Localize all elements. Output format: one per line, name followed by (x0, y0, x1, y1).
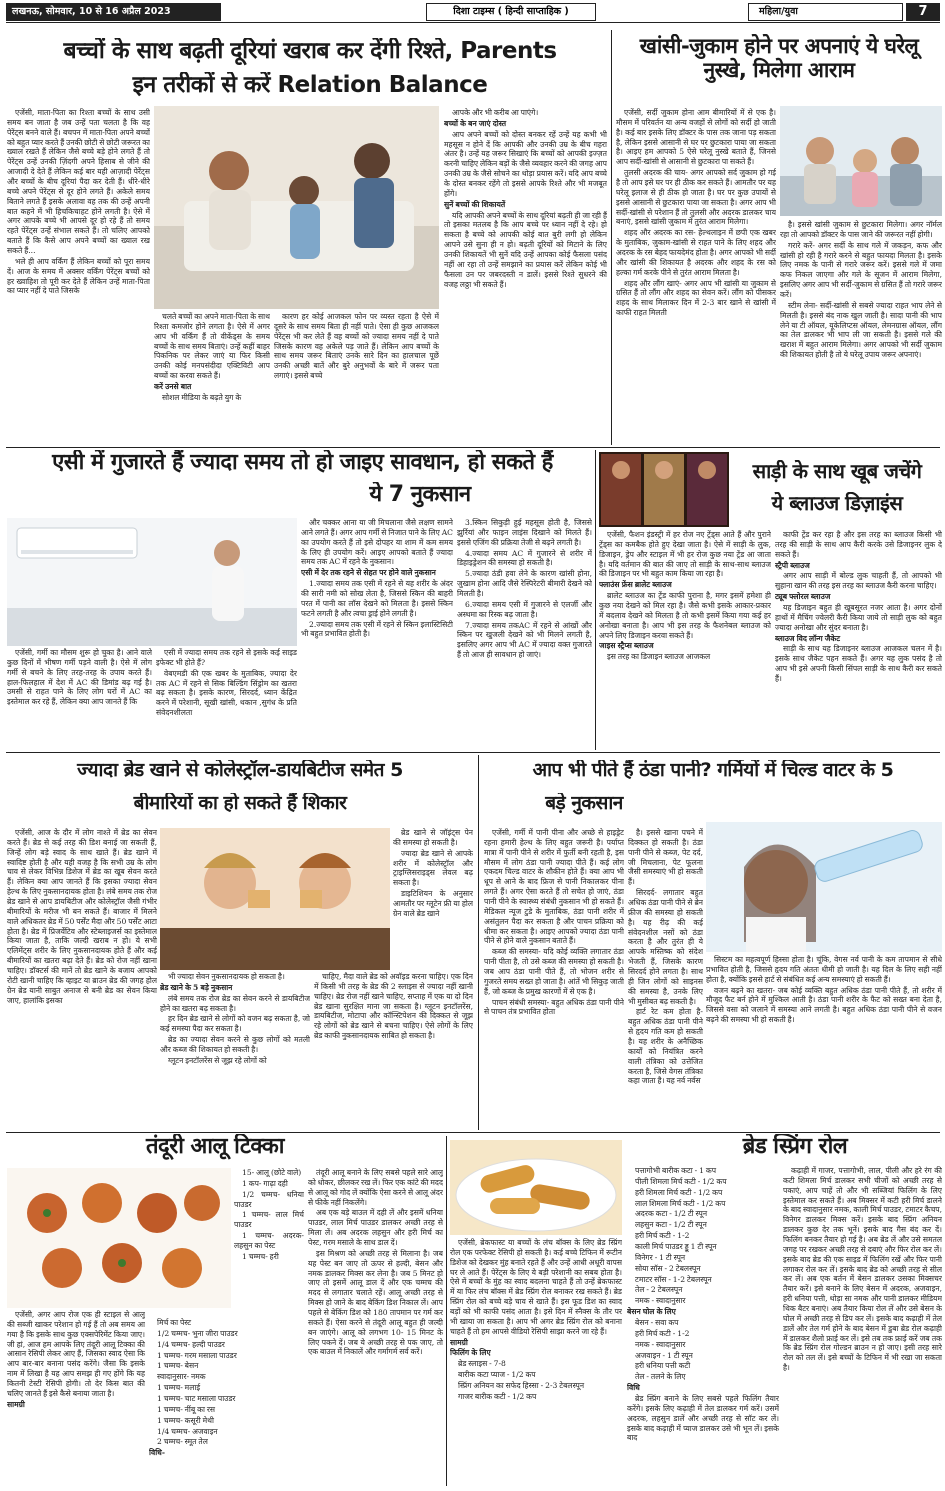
a3-col2: एसी में ज्यादा समय तक रहने से इसके कई साइड इफेक्ट भी होते हैं? वेबएमडी की एक खबर के मुताबिक, ज्यादा देर तक AC में रहने से सिक बिल्डिंग सिंड्रोम का खतरा बढ़ सकता है। इसके कारण, सिरदर्द, ध्यान केंद्रित करने में परेशानी, सूखी खांसी, थकान ,सुगंध के प्रति संवेदनशीलता (156, 648, 297, 718)
sick-family-photo (780, 106, 942, 216)
a6-headline-line2: बड़े नुकसान (545, 793, 623, 814)
a5-headline-line1: ज्यादा ब्रेड खाने से कोलेस्ट्रॉल-डायबिटीज समेत 5 (77, 760, 403, 781)
a8-headline: ब्रेड स्प्रिंग रोल (742, 1134, 848, 1159)
a7-ingredients-1: 15- आलू (छोटे वाले) 1 कप- गाढ़ा दही 1/2 चम्मच- धनिया पाउडर 1 चम्मच- लाल मिर्च पाउडर 1 चम्मच- अदरक-लहसुन का पेस्ट 1 चम्मच- हरी (234, 1168, 304, 1261)
water-drinking-photo (706, 822, 942, 952)
section-rule-2 (6, 752, 940, 753)
column-divider-1 (611, 30, 612, 445)
a5-col2: भी ज्यादा सेवन नुकसानदायक हो सकता है। ब्रेड खाने के 5 बड़े नुकसान लंबे समय तक रोज ब्रेड का सेवन करने से डायबिटीज होने का खतरा बढ़ सकता है। हर दिन ब्रेड खाने से लोगों को वजन बढ़ सकता है, जो कई समस्या पैदा कर सकता है। ब्रेड का ज्यादा सेवन करने से कुछ लोगों को मतली और कब्ज की शिकायत हो सकती है। ग्लूटन इनटॉलरेंस से जूझ रहे लोगों को (160, 972, 310, 1065)
a7-ingredients-2: मिर्च का पेस्ट 1/2 चम्मच- भुना जीरा पाउडर 1/4 चम्मच- हल्दी पाउडर 1 चम्मच- गरम मसाला पाउडर 1 चम्मच- बेसन स्वादानुसार- नमक 1 चम्मच- मलाई 1 चम्मच- चाट मसाला पाउडर 1 चम्मच- नींबू का रस 1 चम्मच- कसूरी मेथी 1/4 चम्मच- अजवाइन 2 चम्मच- स्मूत तेल विधि- (149, 1318, 238, 1458)
a5-col3b: चाहिए, मैदा वाले ब्रेड को अवॉइड करना चाहिए। एक दिन में किसी भी तरह के ब्रेड की 2 स्लाइस से ज्यादा नहीं खानी चाहिए। ब्रेड रोज नहीं खाने चाहिए, सप्ताह में एक या दो दिन ब्रेड खाना सुरक्षित माना जा सकता है। ग्लूटन इनटॉलरेंस, डायबिटीज, मोटापा और कॉन्स्टिपेशन की दिक्कत से जूझ रहे लोगों को ब्रेड खाने से बचना चाहिए। ऐसे लोगों के लिए ब्रेड काफी नुकसानदायक साबित हो सकता है। (314, 972, 473, 1041)
section-rule-3 (6, 1132, 940, 1133)
saree-photo (599, 452, 729, 527)
bread-kids-photo (160, 828, 390, 970)
a1-headline-line1: बच्चों के साथ बढ़ती दूरियां खराब कर देंगी रिश्ते, Parents (63, 38, 557, 64)
a5-headline-line2: बीमारियों का हो सकते हैं शिकार (133, 793, 347, 814)
a6-col1: एजेंसी, गर्मी में पानी पीना और अच्छे से हाइड्रेट रहना हमारी हेल्थ के लिए बहुत जरूरी है। पर्याप्त मात्रा में पानी पीने से शरीर में फुर्ती बनी रहती है, इस मौसम में लोग ठंडा पानी ज्यादा पीते हैं। कई लोग एकदम चिल्ड वाटर के शौकीन होते हैं। क्या आप भी धूप से आने के बाद फ्रिज से पानी निकालकर पीना लगते हैं। अगर ऐसा करते हैं तो सचेत हो जाएं, ठंडा पानी पीने के स्वास्थ्य संबंधी नुकसान भी हो सकते हैं। मेडिकल न्यूज टुडे के मुताबिक, ठंडा पानी शरीर में असंतुलन पैदा कर सकता है और पाचन प्रक्रिया को धीमा कर सकता है। आइए आपको ज्यादा ठंडा पानी पीने से होने वाले नुकसान बताते हैं। कब्ज की समस्या- यदि कोई व्यक्ति लगातार ठंडा पानी पीता है, तो उसे कब्ज की समस्या हो सकती है। जब आप ठंडा पानी पीते हैं, तो भोजन शरीर से गुजरते समय सख्त हो जाता है। आंतें भी सिकुड़ जाती हैं, जो कब्ज के प्रमुख कारणों में से एक है। पाचन संबंधी समस्या- बहुत अधिक ठंडा पानी पीने से पाचन तंत्र प्रभावित होता (484, 828, 624, 1017)
column-divider-2 (595, 450, 596, 750)
a4-headline-line2: ये ब्लाउज डिज़ाइंस (771, 492, 903, 515)
masthead (6, 3, 940, 21)
spring-roll-photo (450, 1140, 622, 1235)
a7-col2: तंदूरी आलू बनाने के लिए सबसे पहले सारे आलू को धोकर, छीलकर रख लें। फिर एक कांटे की मदद से आलू को गोद लें क्योंकि ऐसा करने से आलू अंदर से फीके नहीं निकलेंगे। अब एक बड़े बाउल में दही लें और इसमें धनिया पाउडर, लाल मिर्च पाउडर डालकर अच्छी तरह से मिला लें। अब अदरक लहसुन और हरी मिर्च का पेस्ट, गरम मसाले के साथ डाल दें। इस मिश्रण को अच्छी तरह से मिलाना है। जब यह पेस्ट बन जाए तो ऊपर से हल्दी, बेसन और नमक डालकर मिक्स कर लेना है। जब 5 मिनट हो जाए तो इसमें आलू डाल दें और एक चम्मच की मदद से लगातार चलाते रहें। आलू अच्छी तरह से मिक्स हो जाने के बाद बेकिंग डिश निकाल लें। आप पहले से बेकिंग डिश को 180 तापमान पर गर्म कर सकते हैं। ऐसा करने से तंदूरी आलू बहुत ही जल्दी बन जाएंगे। आलू को लगभग 10- 15 मिनट के लिए पकने दें। जब ये अच्छी तरह से पक जाए, तो एक बाउल में निकालें और गर्मागर्म सर्व करें। (308, 1168, 443, 1357)
a6-col3: सिस्टम का महत्वपूर्ण हिस्सा होता है। चूंकि, वेगस नर्व पानी के कम तापमान से सीधे प्रभावित होती है, जिससे हृदय गति अंततः धीमी हो जाती है। यह दिल के लिए सही नहीं होता है, क्योंकि इससे हार्ट से संबंधित कई अन्य समस्याएं हो सकती हैं। वजन बढ़ने का खतरा- जब कोई व्यक्ति बहुत अधिक ठंडा पानी पीते हैं, तो शरीर में मौजूद फैट बर्न होने में मुश्किल आती है। ठंडा पानी शरीर के फैट को सख्त बना देता है, जिससे वसा को जलाने में समस्या आने लगती है। बहुत अधिक ठंडा पानी पीने से वजन बढ़ने की समस्या भी हो सकती है। (706, 955, 942, 1025)
column-divider-4 (446, 1136, 447, 1486)
a5-col3: ब्रेड खाने से जॉइंट्स पेन की समस्या हो सकती है। ज्यादा ब्रेड खाने से आपके शरीर में कोलेस्ट्रॉल और ट्राइग्लिसराइड्स लेवल बढ़ सकता है। डाइटिशियन के अनुसार आमतौर पर ग्लूटेन फ्री या होल ग्रेन वाले ब्रेड खाने (393, 828, 473, 918)
a2-headline: खांसी-जुकाम होने पर अपनाएं ये घरेलू नुस्खे, मिलेगा आराम (639, 34, 919, 83)
ac-photo (7, 518, 297, 646)
a1-col2: चलते बच्चों का अपने माता-पिता के साथ रिश्ता कमजोर होने लगता है। ऐसे में अगर आप भी वर्किंग हैं तो वीकेंड्स के समय बच्चों के साथ समय बिताएं। उन्हें कहीं बाहर पिकनिक पर लेकर जाएं या फिर किसी उनकी कोई मनपसंदीदा एक्टिविटी आप बच्चों का करवा सकते हैं। करें उनसे बात सोशल मीडिया के बढ़ते युग के (154, 312, 270, 402)
a2-col2: है। इससे खांसी जुकाम से छुटकारा मिलेगा। अगर नॉर्मल रहा तो आपको डॉक्टर के पास जाने की जरूरत नहीं होगी। गरारे करें- अगर सर्दी के साथ गले में जकड़न, कफ और खांसी हो रही है गरारे करने से बहुत फायदा मिलता है। इसके लिए नमक के पानी से गरारे जरूर करें। इससे गले में जमा कफ निकल जाएगा और गले के सूजन में आराम मिलेगा, इसलिए अगर आप भी सर्दी-जुकाम से ग्रसित हैं तो गरारे जरूर करें। स्टीम लेना- सर्दी-खांसी से सबसे ज्यादा राहत भाप लेने से मिलती है। इससे बंद नाक खुल जाती है। सादा पानी की भाप लेने या टी ऑयल, यूकेलिप्टस ऑयल, लेमनग्रास ऑयल, लौंग का तेल डालकर भी भाप ली जा सकती है। इससे गले की खराश में बहुत आराम मिलेगा। अगर आपको भी सर्दी जुकाम की शिकायत होती है तो ये घरेलू उपाय जरूर अपनाएं। (780, 220, 942, 360)
a3-headline-line1: एसी में गुजारते हैं ज्यादा समय तो हो जाइए सावधान, हो सकते हैं (52, 450, 553, 475)
a1-col3: कारण हर कोई आजकल फोन पर व्यस्त रहता है ऐसे में दूसरे के साथ समय बिता ही नहीं पाते। ऐसा ही कुछ आजकल पेरेंट्स भी कर लेते हैं वह बच्चों को ज्यादा समय नहीं दे पाते जिसके कारण वह अकेले पड़ जाते हैं। लेकिन आप बच्चों के साथ समय जरूर बिताएं उनके सारे दिन का हालचाल पूछें उनकी अच्छी बातें और बुरे अनुभवों के बारे में जरूर पता लगाएं। इससे बच्चे (274, 312, 439, 381)
a6-col2: है। इससे खाना पचने में दिक्कत हो सकती है। ठंडा पानी पीने से कब्ज, पेट दर्द, जी मिचलाना, पेट फूलना जैसी समस्याएं भी हो सकती हैं। सिरदर्द- लगातार बहुत अधिक ठंडा पानी पीने से ब्रेन फ्रीज की समस्या हो सकती है। यह रीढ़ की कई संवेदनशील नसों को ठंडा करता है और तुरंत ही ये आपके मस्तिष्क को संदेश भेजती हैं, जिसके कारण सिरदर्द होने लगता है। साथ ही जिन लोगों को साइनस की समस्या है, उनके लिए भी मुसीबत बढ़ सकती है। हार्ट रेट कम होता है- बहुत अधिक ठंडा पानी पीने से हृदय गति कम हो सकती है। यह शरीर के अनैच्छिक कार्यों को नियंत्रित करने वाली तंत्रिका को उत्तेजित करता है, जिसे वेगस तंत्रिका कहा जाता है। यह नर्व नर्वस (628, 828, 703, 1086)
section-rule-1 (6, 447, 940, 448)
a4-col1: एजेंसी, फैशन इंडस्ट्री में हर रोज नए ट्रेंड्स आते हैं और पुराने ट्रेंड्स का कमबैक होते हुए देखा जाता है। ऐसे में साड़ी के लुक, डिजाइन, ड्रेप और स्टाइल में भी हर रोज कुछ नया ट्रेंड आ जाता है। यदि वर्तमान की बात की जाए तो साड़ी के साथ-साथ ब्लाउज की डिजाइन पर भी बहुत काम किया जा रहा है। फ्लाउंस फ्रेंस ब्रालेट ब्लाउज ब्रालेट ब्लाउज का ट्रेंड काफी पुराना है, मगर इसमें हमेशा ही कुछ नया देखने को मिल रहा है। जैसे कभी इसके आकार-प्रकार में बदलाव देखने को मिलता है तो कभी इसमें किया गया कई हर अनोखा बनाता है। आप भी इस तरह के फैशनेबल ब्लाउज को अपने लिए डिजाइन करवा सकते हैं। जाइस स्ट्रैप्स ब्लाउज इस तरह का डिजाइन ब्लाउज आजकल (599, 530, 771, 662)
column-divider-3 (478, 755, 479, 1130)
paper-name: दिशा टाइम्स ( हिन्दी साप्ताहिक ) (426, 3, 596, 21)
a8-col3: कढ़ाही में गाजर, पत्तागोभी, लाल, पीली और हरे रंग की कटी शिमला मिर्च डालकर सभी चीजों को अच्छी तरह से पकाएं, आप चाहें तो और भी सब्जियां फिलिंग के लिए इस्तेमाल कर सकते हैं। अब मिक्सर में कटी हरी मिर्च डालने के बाद स्वादानुसार नमक, काली मिर्च पाउडर, टमाटर कैचप, विनेगर डालकर मिक्स करें। इसके बाद स्प्रिंग अनियन डालकर कुछ देर तक भूनें। इसके बाद गैस बंद कर दें। फिलिंग बनकर तैयार हो गई है। अब ब्रेड लें और उसे समतल जगह पर रखकर अच्छी तरह से दबाएं और फिर रोल कर लें। इसके बाद ब्रेड की एक साइड में फिलिंग रखें और फिर पानी लगाकर रोल कर लें। इसके बाद ब्रेड को अच्छी तरह से सील कर लें। अब एक बर्तन में बेसन डालकर उसका मिक्सचर तैयार करें। इसे बनाने के लिए बेसन में अदरक, अजवाइन, हरी धनिया पत्ती, थोड़ा सा नमक और पानी डालकर मीडियम थिक बैटर बनाएं। अब तैयार किया रोल लें और उसे बेसन के घोल में अच्छी तरह से डिप कर लें। इसके बाद कढ़ाही में तेल डालें और तेल गर्म होने के बाद बेसन में डुबा ब्रेड रोल कढ़ाही में डालकर शैलो फ्राई कर लें। इसे तब तक फ्राई करें जब तक कि ब्रेड स्प्रिंग रोल गोल्डन ब्राउन न हो जाए। इसी तरह सारे रोल को तल लें। इसे बच्चों के टिफिन में भी रखा जा सकता है। (783, 1166, 942, 1373)
a4-col2: काफी ट्रेंड कर रहा है और इस तरह का ब्लाउज किसी भी तरह की साड़ी के साथ आप कैरी करके उसे डिजाइनर लुक दे सकते हैं। स्ट्रैपी ब्लाउज अगर आप साड़ी में बोल्ड लुक चाहती हैं, तो आपको भी सुहाना खान की तरह इस तरह का ब्लाउज कैरी करना चाहिए। ट्यूब फ्लोरल ब्लाउज यह डिजाइन बहुत ही खूबसूरत नजर आता है। अगर दोनों हाथों में मैचिंग ज्वेलरी कैरी किया जाये तो साड़ी लुक को बहुत ज्यादा अनोखा और सुंदर बनाता है। ब्लाउज विद लॉन्ग जैकेट साड़ी के साथ यह डिजाइनर ब्लाउज आजकल चलन में है। इसके साथ जैकेट पहन सकते हैं। अगर यह लुक पसंद है तो आप भी इसे अपनी किसी सिंपल साड़ी के साथ कैरी कर सकते हैं। (775, 530, 942, 684)
a8-col1: एजेंसी, ब्रेकफास्ट या बच्चों के लंच बॉक्स के लिए ब्रेड स्प्रिंग रोल एक परफेक्ट रेसिपी हो सकती है। कई बच्चे टिफिन में रूटीन डिशेज को देखकर मुंह बनाते रहते हैं और उन्हें आधी अधूरी वापस घर ले आते हैं। पेरेंट्स के लिए ये बड़ी परेशानी का सबब होता है। ऐसे में बच्चों के मुंह का स्वाद बदलना चाहते हैं तो उन्हें ब्रेकफास्ट में या फिर लंच बॉक्स में ब्रेड स्प्रिंग रोल बनाकर रख सकते हैं। ब्रेड स्प्रिंग रोल को बच्चे बड़े चाव से खाते हैं। इस फूड डिश का स्वाद बड़ों को भी काफी पसंद आता है। इसे दिन में स्नैक्स के तौर पर भी खाया जा सकता है। आप भी अगर ब्रेड स्प्रिंग रोल को बनाना चाहते हैं तो हम आपसे वीडियो रेसिपी साझा करने जा रहे हैं। सामग्री फिलिंग के लिए ब्रेड स्लाइस - 7-8 बारीक कटा प्याज - 1/2 कप स्प्रिंग अनियन का सफेद हिस्सा - 2-3 टेबलस्पून गाजर बारीक कटी - 1/2 कप (450, 1238, 622, 1401)
a7-headline: तंदूरी आलू टिक्का (145, 1134, 284, 1159)
aloo-tikka-photo (7, 1168, 231, 1308)
a1-col1: एजेंसी, माता-पिता का रिश्ता बच्चों के साथ उसी समय बन जाता है जब उन्हें पता चलता है कि वह पेरेंट्स बनने वाले हैं। बचपन में माता-पिता अपने बच्चों को बहुत प्यार करते हैं उनकी छोटी से छोटी जरूरत का ख्याल रखते हैं लेकिन जैसे बच्चे बड़े होने लगते हैं तो पेरेंट्स उन्हें उनकी ज़िंदगी अपने हिसाब से जीने की आजादी दे देते हैं लेकिन कई बार यही आज़ादी पेरेंट्स और बच्चों के बीच दूरियां पैदा कर देती हैं। धीरे-धीरे बच्चे अपने पेरेंट्स से दूर होने लगते हैं। अकेले समय बिताने लगते हैं इसके अलावा वह तक की उन्हें अपनी बात कहने में भी हिचकिचाहट होने लगती है। ऐसे में अगर आपके बच्चे भी आपसे दूर हो रहे हैं तो समय रहते पेरेंट्स उन्हें संभाल सकते हैं। तो चलिए आपको बताते हैं कि कैसे आप अपने बच्चों का ख्याल रख सकते हैं... भले ही आप वर्किंग हैं लेकिन बच्चों को पूरा समय दें। आज के समय में अक्सर वर्किंग पेरेंट्स बच्चों को हर ख्वाहिश तो पूरी कर देते हैं लेकिन उन्हें माता-पिता का प्यार नहीं दे पाते जिसके (7, 108, 150, 296)
a3-col4: 3.स्किन सिकुड़ी हुई महसूस होती है, जिससे झुर्रियां और फाइन लाइंस दिखाने को मिलते हैं। इससे एजिंग की प्रक्रिया तेजी से बढ़ने लगती है। 4.ज्यादा समय AC में गुजारने से शरीर में डिहाइड्रेशन की समस्या हो सकती है। 5.ज्यादा ठंडी हवा लेने के कारण खांसी होना, जुखाम होना आदि जैसे रेस्पिरेटरी बीमारी देखने को मिलती है। 6.ज्यादा समय एसी में गुजारने से एलर्जी और अस्थमा का रिस्क बढ़ जाता है। 7.ज्यादा समय तकAC में रहने से आंखों और स्किन पर खुजली देखने को भी मिलने लगती है, इसलिए अगर आप भी AC में ज्यादा वक्त गुजारते हैं तो आज ही सावधान हो जाएं। (457, 518, 592, 660)
a8-col2: पत्तागोभी बारीक कटा - 1 कप पीली शिमला मिर्च कटी - 1/2 कप हरी शिमला मिर्च कटी - 1/2 कप लाल शिमला मिर्च कटी - 1/2 कप अदरक कटा - 1/2 टी स्पून लहसुन कटा - 1/2 टी स्पून हरी मिर्च कटी - 1-2 काली मिर्च पाउडर ड्डू 1 टी स्पून विनेगर - 1 टी स्पून सोया सॉस - 2 टेबलस्पून टमाटर सॉस - 1-2 टेबलस्पून तेल - 2 टेबलस्पून नमक - स्वादानुसार बेसन घोल के लिए बेसन - सवा कप हरी मिर्च कटी - 1-2 नमक - स्वादानुसार अजवाइन - 1 टी स्पून हरी धनिया पत्ती कटी तेल - तलने के लिए विधि ब्रेड स्प्रिंग बनाने के लिए सबसे पहले फिलिंग तैयार करेंगे। इसके लिए कढ़ाही में तेल डालकर गर्म करें। उसमें अदरक, लहसुन डालें और अच्छी तरह से सॉट कर लें। इसके बाद कढ़ाही में प्याज डालकर उसे भी भून लें। इसके बाद (627, 1166, 779, 1443)
a4-headline-line1: साड़ी के साथ खूब जचेंगे (752, 460, 922, 483)
a3-col3: और चक्कर आना या जी मिचलाना जैसे लक्षण सामने आने लगते हैं। अगर आप गर्मी से निजात पाने के लिए AC का उपयोग करते हैं तो इसे दोपहर या शाम में कम समय के लिए ही उपयोग करें। आइए आपको बताते हैं ज्यादा समय तक AC में रहने के नुकसान। एसी में देर तक रहने से सेहत पर होने वाले नुकसान 1.ज्यादा समय तक एसी में रहने से यह शरीर के अंदर की सारी नमी को सोख लेता है, जिससे स्किन की बाहरी परत में पानी का लॉस देखने को मिलता है। इससे स्किन फटने लगती है और त्वचा ड्राई होने लगती है। 2.ज्यादा समय तक एसी में रहने से स्किन इलास्टिसिटी भी बहुत प्रभावित होती है। (301, 518, 453, 639)
a3-col1: एजेंसी, गर्मी का मौसम शुरू हो चुका है। आने वाले कुछ दिनों में भीषण गर्मी पड़ने वाली है। ऐसे में लोग गर्मी से बचने के लिए तरह-तरह के उपाय करते हैं। हाल-फिलहाल में देश में AC की डिमांड बढ़ गई है। उमसी से राहत पाने के लिए लोग घरों में AC का इस्तेमाल कर रहे हैं, लेकिन क्या आप जानते हैं कि (7, 648, 152, 707)
a2-col1: एजेंसी, सर्दी जुकाम होना आम बीमारियों में से एक है। मौसम में परिवर्तन या अन्य वजहों से लोगों को सर्दी हो जाती है। कई बार इसके लिए डॉक्टर के पास तक जाना पड़ सकता है, लेकिन इससे आसानी से घर पर छुटकारा पाया जा सकता है। आइए हम आपको 5 ऐसे घरेलू नुस्खे बताते हैं, जिनसे आप सर्दी-खांसी से आसानी से छुटकारा पा सकते हैं। तुलसी अदरक की चाय- अगर आपको सर्द जुकाम हो गई है तो आप इसे घर पर ही ठीक कर सकते हैं। आमतौर पर यह घरेलू इलाज से ही ठीक हो जाता है। घर पर कुछ उपायों से इससे आसानी से छुटकारा पाया जा सकता है। अगर आप भी सर्दी-खांसी से परेशान हैं तो तुलसी और अदरक डालकर चाय बनाएं, इससे खांसी जुकाम में तुरंत आराम मिलेगा। शहद और अदरक का रस- हेल्थलाइन में छपी एक खबर के मुताबिक, जुकाम-खांसी से राहत पाने के लिए शहद और अदरक के रस बेहद फायदेमंद होता है। अगर आपको भी सर्दी और खांसी की शिकायत है अदरक और शहद के रस को हल्का गर्म करके पीने से तुरंत आराम मिलता है। शहद और लौंग खाएं- अगर आप भी खांसी या जुकाम से ग्रसित हैं तो लौंग और शहद का सेवन करें। लौंग को पीसकर शहद के साथ मिलाकर दिन में 2-3 बार खाने से खांसी में काफी राहत मिलती (616, 108, 776, 318)
section-name: महिला/युवा (748, 3, 903, 21)
a1-headline-line2: इन तरीकों से करें Relation Balance (132, 72, 488, 98)
a3-headline-line2: ये 7 नुकसान (369, 482, 471, 507)
masthead-rule (6, 22, 940, 23)
a6-headline-line1: आप भी पीते हैं ठंडा पानी? गर्मियों में चिल्ड वाटर के 5 (532, 760, 894, 781)
family-photo (154, 106, 439, 309)
dateline: लखनऊ, सोमवार, 10 से 16 अप्रैल 2023 (6, 3, 221, 21)
a5-col1: एजेंसी, आज के दौर में लोग नाश्ते में ब्रेड का सेवन करते हैं। ब्रेड से कई तरह की डिश बनाई जा सकती हैं, जिन्हें लोग बड़े स्वाद के साथ खाते हैं। ब्रेड खाने में स्वादिष्ट होती है और यही वजह है कि सभी उम्र के लोग चाव से लेकर विभिन्न डिशेज में ब्रेड का खूब सेवन करते हैं। लेकिन क्या आप जानते हैं कि इसका ज्यादा सेवन हेल्थ के लिए नुकसानदायक होता है। लंबे समय तक रोज ब्रेड खाने से आप डायबिटीज और कोलेस्ट्रॉल जैसी गंभीर बीमारियों के मरीज भी बन सकते हैं। बाजार में मिलने वाले अधिकतर ब्रेड में 50 पर्सेंट मैदा और 50 पर्सेंट आटा होता है। ब्रेड में प्रिजर्वेटिव और स्टेब्लाइजर्स का इस्तेमाल किया जाता है, ताकि जल्दी खराब न हो। ये सभी एलिमेंट्स शरीर के लिए नुकसानदायक होते हैं और कई बीमारियों का खतरा बढ़ा देते हैं। ब्रेड को रोज नहीं खाना चाहिए। डॉक्टर्स की मानें तो ब्रेड खाने के बजाय आपको रोटी खानी चाहिए कि व्हाइट या ब्राउन ब्रेड की जगह होल ग्रेन ब्रेड यानी साबुत अनाज से बनी ब्रेड का सेवन किया जाए, हालांकि इसका (7, 828, 157, 1005)
a1-col4: आपके और भी करीब आ पाएंगे। बच्चों के बन जाएं दोस्त आप अपने बच्चों को दोस्त बनकर रहें उन्हें यह कभी भी महसूस न होने दें कि आपकी और उनकी उम्र के बीच गहरा अंतर है। उन्हें यह जरूर सिखाएं कि बच्चों को आपकी इज्ज़त करनी चाहिए लेकिन बड़ों के जैसे व्यवहार करने की जगह आप उनकी उम्र के जैसे सोचने का थोड़ा प्रयास करें। यदि आप बच्चे के दोस्त बनकर रहेंगे तो इससे आपके रिश्ते और भी मजबूत होंगे। सुनें बच्चों की शिकायतें यदि आपकी अपने बच्चों के साथ दूरियां बढ़ती ही जा रही हैं तो इसका मतलब है कि आप बच्चे पर ध्यान नहीं दे रहे। हो सकता है बच्चे को आपकी कोई बात बुरी लगी हो लेकिन आपने उसे सुना ही न हो। बढ़ती दूरियों को मिटाने के लिए उनकी शिकायतें भी सुनें यदि उन्हें आपका कोई फैसला पसंद नहीं आ रहा तो उन्हें समझाने का प्रयास करें लेकिन कोई भी फैसला उन पर जबरदस्ती न डालें। इससे रिश्ते सुधरने की वजह लठ्ठा भी सकते हैं। (444, 108, 607, 289)
a7-col1: एजेंसी, अगर आप रोज एक ही स्टाइल से आलू की सब्जी खाकर परेशान हो गई हैं तो अब समय आ गया है कि इसके साथ कुछ एक्सपेरिमेंट किया जाए। जी हां, आज हम आपके लिए तंदूरी आलू टिक्का की आसान रेसिपी लेकर आए हैं, जिसका स्वाद ऐसा कि आप बार-बार बनाना पसंद करेंगे। जैसा कि इसके नाम में लिखा है यह आप समझ ही गए होंगे कि यह कितनी टेस्टी रेसिपी होगी। तो देर किस बात की चलिए जानते हैं इसे कैसे बनाया जाता है। सामग्री (7, 1310, 145, 1409)
page-number: 7 (906, 3, 940, 21)
